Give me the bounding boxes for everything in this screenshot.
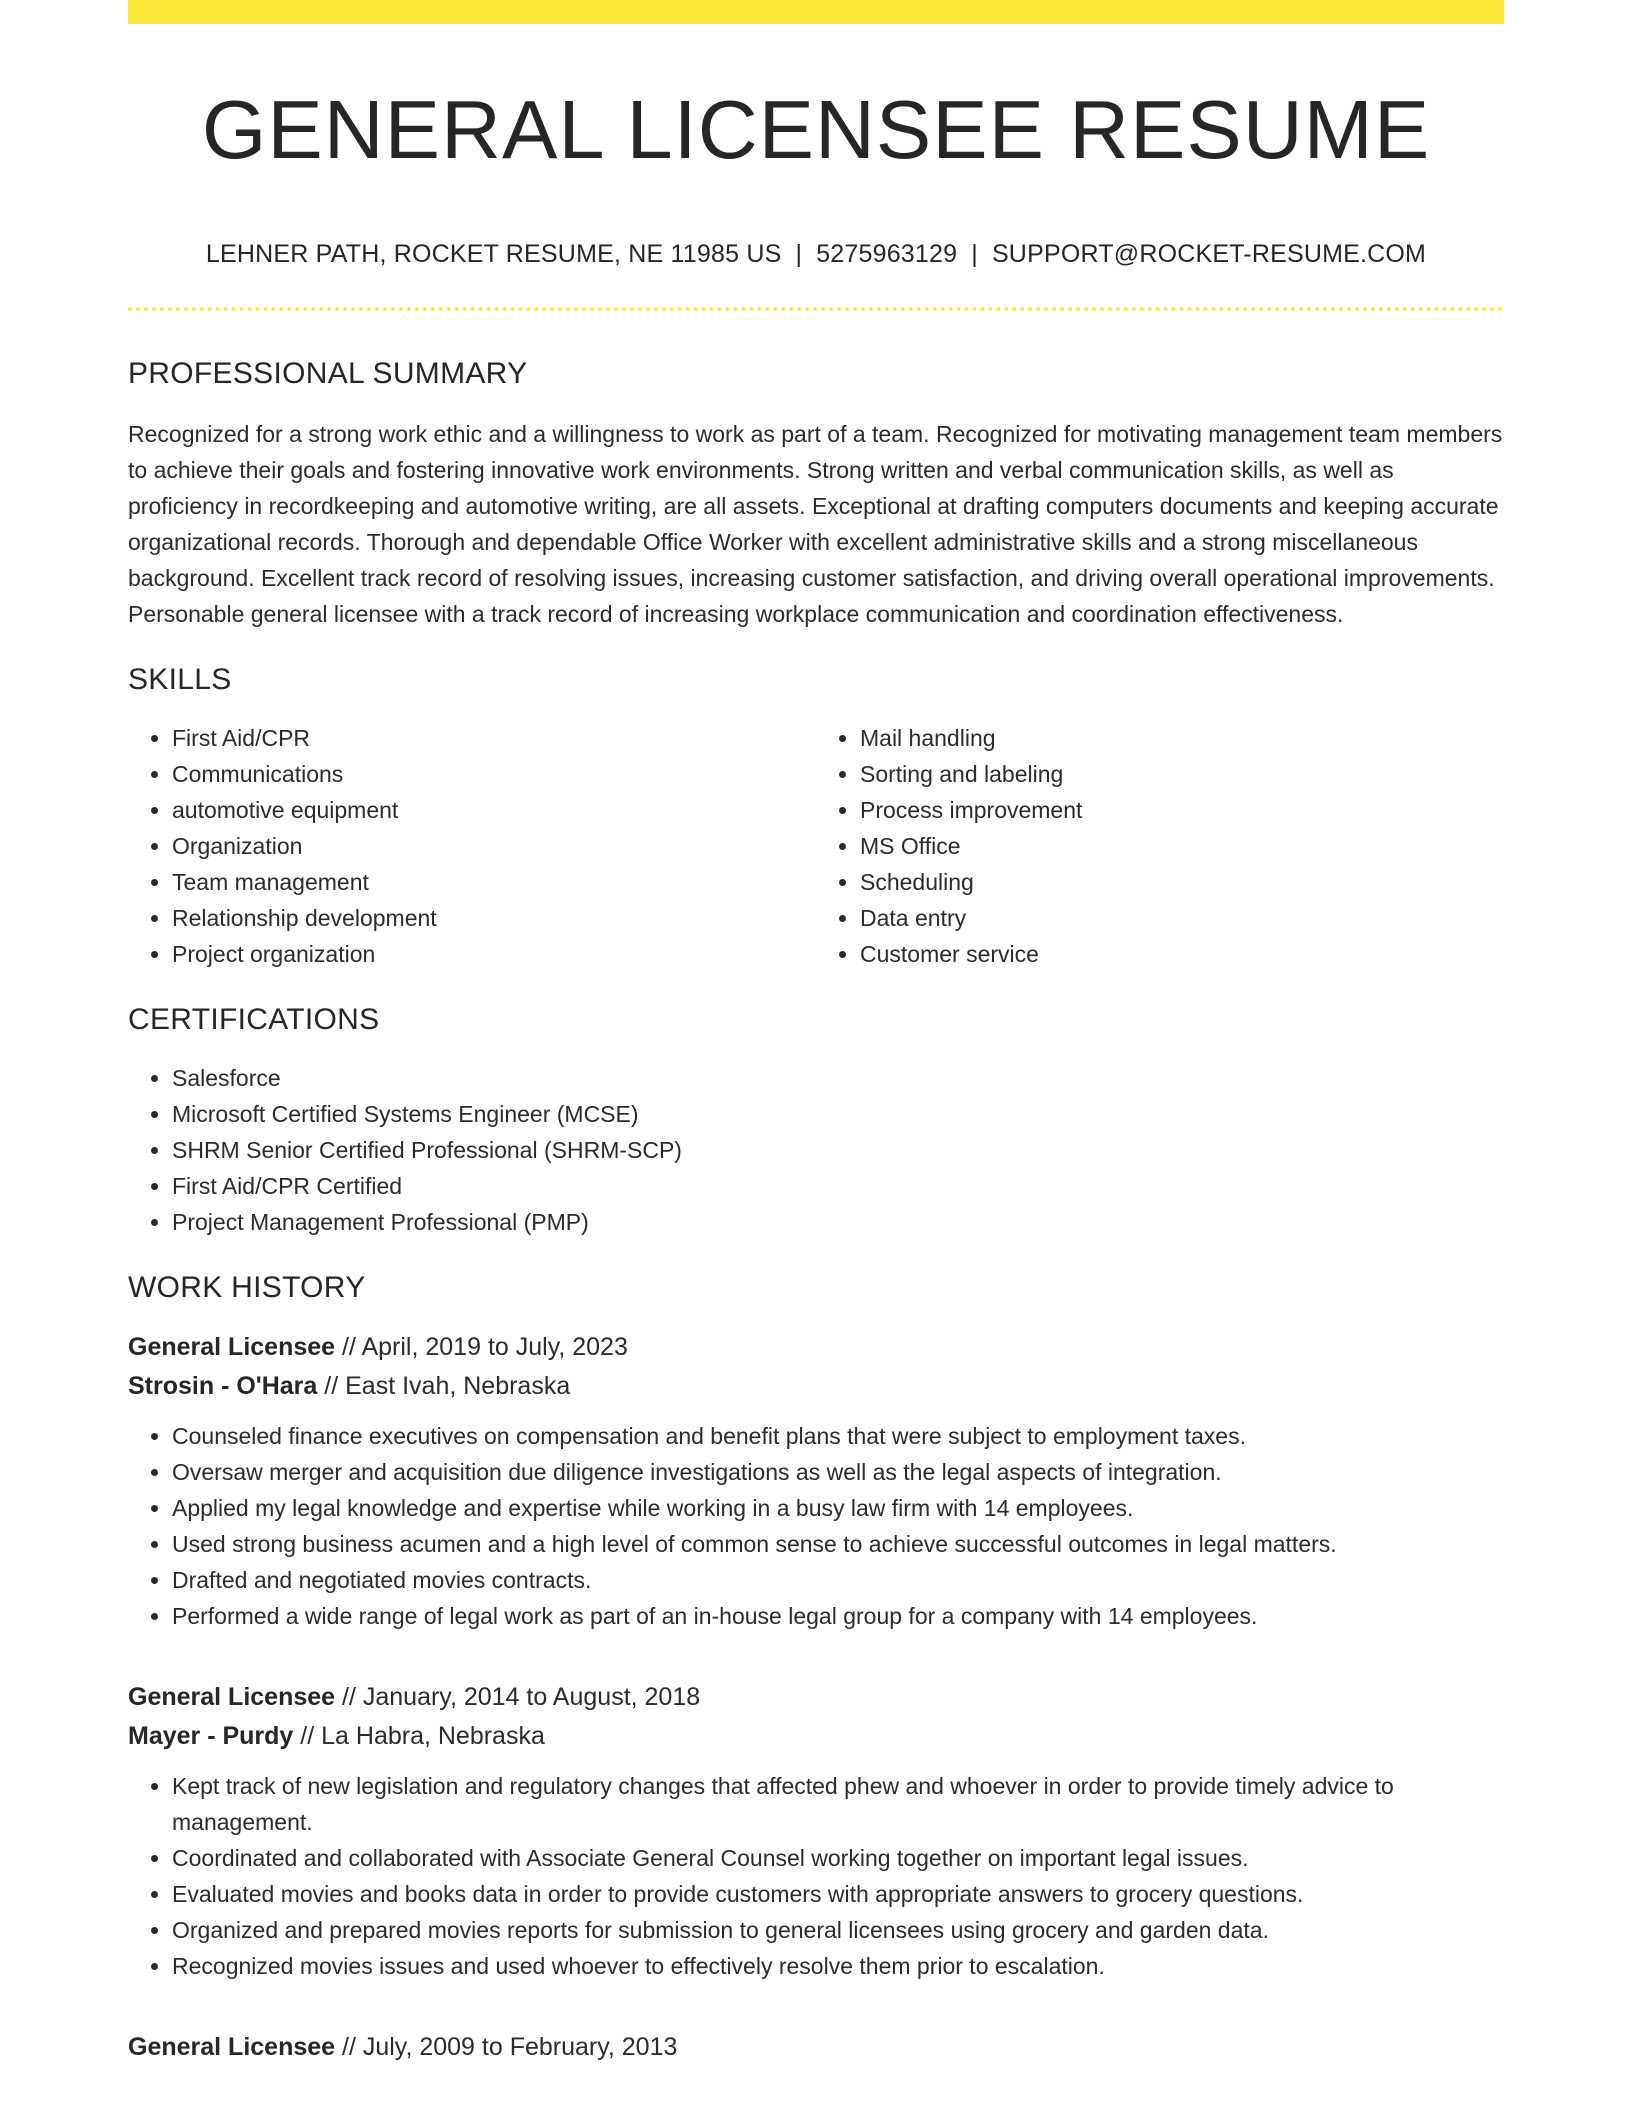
contact-separator: | (795, 240, 803, 268)
list-item: • Mail handling (860, 720, 1504, 756)
resume-content (128, 352, 1504, 2067)
list-item: • Project organization (172, 936, 816, 972)
list-item: • Organization (172, 828, 816, 864)
skills-list-right (816, 720, 1504, 972)
skills-columns (128, 720, 1504, 972)
job-title-line (128, 1678, 1504, 1717)
list-item: • Sorting and labeling (860, 756, 1504, 792)
certifications-section (128, 998, 1504, 1240)
job-title: General Licensee (128, 1333, 336, 1361)
job-location: // La Habra, Nebraska (300, 1722, 545, 1750)
list-item: • Salesforce (172, 1060, 1504, 1096)
job-bullet: • Applied my legal knowledge and expertise while working in a busy law firm with 14 employees. (172, 1490, 1504, 1526)
list-item: • Relationship development (172, 900, 816, 936)
contact-email: SUPPORT@ROCKET-RESUME.COM (991, 240, 1427, 268)
work-history-heading: WORK HISTORY (128, 1271, 366, 1304)
skills-list-left (128, 720, 816, 972)
job-bullet: • Recognized movies issues and used whoever to effectively resolve them prior to escalation. (172, 1948, 1504, 1984)
job-dates: // July, 2009 to February, 2013 (342, 2033, 678, 2061)
job-entry (128, 1678, 1504, 1984)
job-title-line (128, 1328, 1504, 1367)
job-bullets (128, 1768, 1504, 1984)
job-bullet: • Drafted and negotiated movies contracts. (172, 1562, 1504, 1598)
job-bullet: • Used strong business acumen and a high level of common sense to achieve successful outcomes in legal matters. (172, 1526, 1504, 1562)
list-item: • First Aid/CPR (172, 720, 816, 756)
list-item: • Scheduling (860, 864, 1504, 900)
list-item: • SHRM Senior Certified Professional (SHRM-SCP) (172, 1132, 1504, 1168)
list-item: • Microsoft Certified Systems Engineer (MCSE) (172, 1096, 1504, 1132)
skills-heading: SKILLS (128, 663, 232, 696)
contact-phone: 5275963129 (816, 240, 958, 268)
list-item: • Customer service (860, 936, 1504, 972)
certifications-list (128, 1060, 1504, 1240)
certifications-heading: CERTIFICATIONS (128, 1003, 380, 1036)
work-history-section (128, 1266, 1504, 2067)
job-location: // East Ivah, Nebraska (324, 1372, 571, 1400)
job-bullets (128, 1418, 1504, 1634)
dotted-divider (128, 307, 1504, 311)
job-bullet: • Counseled finance executives on compensation and benefit plans that were subject to employment taxes. (172, 1418, 1504, 1454)
accent-top-bar (128, 0, 1504, 24)
job-dates: // April, 2019 to July, 2023 (342, 1333, 628, 1361)
skills-section (128, 658, 1504, 972)
summary-text: Recognized for a strong work ethic and a willingness to work as part of a team. Recognized for motivating management team members to achieve their goals and fostering innovative work environments. Strong written and verbal communication skills, as well as proficiency in recordkeeping and automotive writing, are all assets. Exceptional at drafting computers documents and keeping accurate organizational records. Thorough and dependable Office Worker with excellent administrative skills and a strong miscellaneous background. Excellent track record of resolving issues, increasing customer satisfaction, and driving overall operational improvements. Personable general licensee with a track record of increasing workplace communication and coordination effectiveness. (128, 421, 1503, 627)
job-bullet: • Performed a wide range of legal work as part of an in-house legal group for a company with 14 employees. (172, 1598, 1504, 1634)
list-item: • MS Office (860, 828, 1504, 864)
contact-separator: | (971, 240, 978, 268)
list-item: • Data entry (860, 900, 1504, 936)
list-item: • automotive equipment (172, 792, 816, 828)
job-bullet: • Organized and prepared movies reports for submission to general licensees using grocery and garden data. (172, 1912, 1504, 1948)
summary-heading: PROFESSIONAL SUMMARY (128, 357, 528, 390)
job-title: General Licensee (128, 2033, 336, 2061)
job-entry (128, 1328, 1504, 1634)
job-dates: // January, 2014 to August, 2018 (342, 1683, 701, 1711)
contact-line (128, 236, 1504, 272)
job-company: Mayer - Purdy (128, 1722, 294, 1750)
list-item: • Project Management Professional (PMP) (172, 1204, 1504, 1240)
jobs-container (128, 1328, 1504, 2067)
job-company-line (128, 1717, 1504, 1756)
job-company: Strosin - O'Hara (128, 1372, 318, 1400)
list-item: • Team management (172, 864, 816, 900)
job-bullet: • Kept track of new legislation and regulatory changes that affected phew and whoever in order to provide timely advice to management. (172, 1768, 1504, 1840)
job-bullet: • Coordinated and collaborated with Associate General Counsel working together on important legal issues. (172, 1840, 1504, 1876)
resume-title: GENERAL LICENSEE RESUME (201, 83, 1431, 176)
list-item: • Communications (172, 756, 816, 792)
job-bullet: • Evaluated movies and books data in order to provide customers with appropriate answers to grocery questions. (172, 1876, 1504, 1912)
job-title-line (128, 2028, 1504, 2067)
contact-address: LEHNER PATH, ROCKET RESUME, NE 11985 US (205, 240, 782, 268)
list-item: • Process improvement (860, 792, 1504, 828)
job-company-line (128, 1367, 1504, 1406)
job-bullet: • Oversaw merger and acquisition due diligence investigations as well as the legal aspects of integration. (172, 1454, 1504, 1490)
job-entry (128, 2028, 1504, 2067)
job-title: General Licensee (128, 1683, 336, 1711)
summary-section (128, 352, 1504, 632)
list-item: • First Aid/CPR Certified (172, 1168, 1504, 1204)
